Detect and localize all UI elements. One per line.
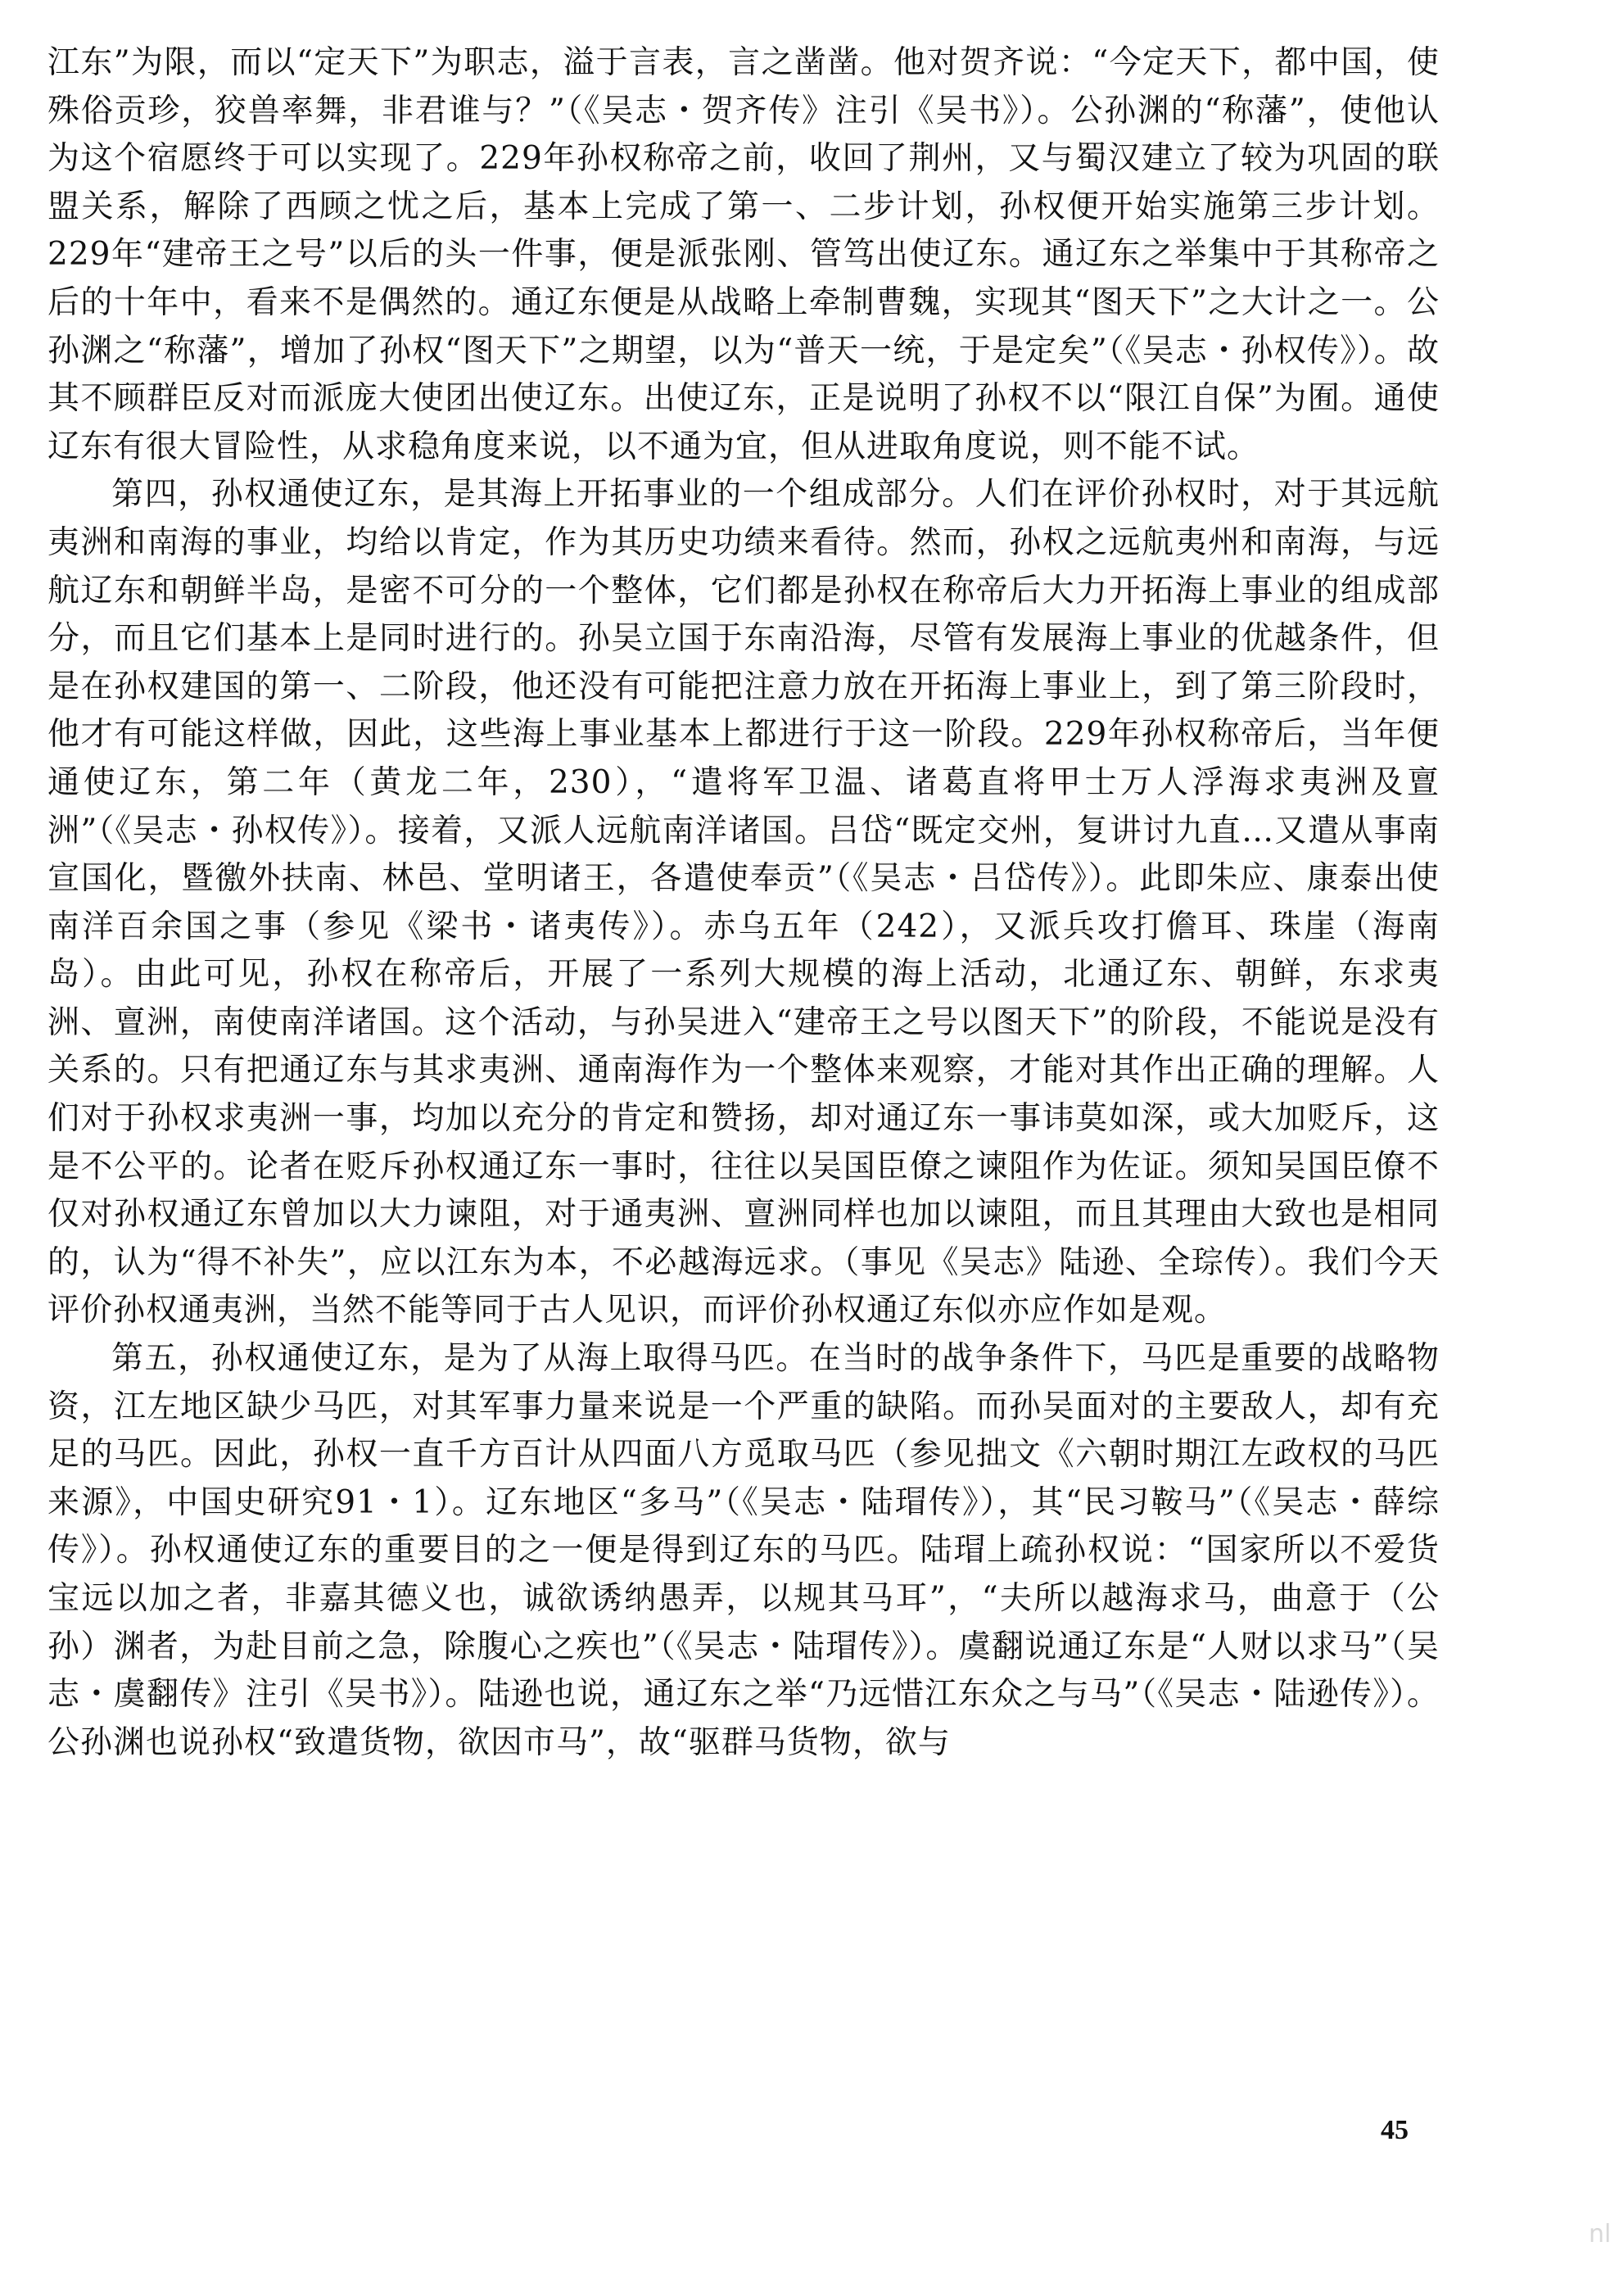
corner-watermark: nl: [1589, 2220, 1612, 2248]
body-text: [47, 39, 1440, 1767]
page-number: 45: [1381, 2115, 1409, 2145]
paragraph-point-four: 第四，孙权通使辽东，是其海上开拓事业的一个组成部分。人们在评价孙权时，对于其远航夷洲和南海的事业，均给以肯定，作为其历史功绩来看待。然而，孙权之远航夷州和南海，与远航辽东和朝鲜半岛，是密不可分的一个整体，它们都是孙权在称帝后大力开拓海上事业的组成部分，而且它们基本上是同时进行的。孙吴立国于东南沿海，尽管有发展海上事业的优越条件，但是在孙权建国的第一、二阶段，他还没有可能把注意力放在开拓海上事业上，到了第三阶段时，他才有可能这样做，因此，这些海上事业基本上都进行于这一阶段。229年孙权称帝后，当年便通使辽东，第二年（黄龙二年，230），“遣将军卫温、诸葛直将甲士万人浮海求夷洲及亶洲”（《吴志・孙权传》）。接着，又派人远航南洋诸国。吕岱“既定交州，复讲讨九直…又遣从事南宣国化，暨徼外扶南、林邑、堂明诸王，各遣使奉贡”（《吴志・吕岱传》）。此即朱应、康泰出使南洋百余国之事（参见《梁书・诸夷传》）。赤乌五年（242），又派兵攻打儋耳、珠崖（海南岛）。由此可见，孙权在称帝后，开展了一系列大规模的海上活动，北通辽东、朝鲜，东求夷洲、亶洲，南使南洋诸国。这个活动，与孙吴进入“建帝王之号以图天下”的阶段，不能说是没有关系的。只有把通辽东与其求夷洲、通南海作为一个整体来观察，才能对其作出正确的理解。人们对于孙权求夷洲一事，均加以充分的肯定和赞扬，却对通辽东一事讳莫如深，或大加贬斥，这是不公平的。论者在贬斥孙权通辽东一事时，往往以吴国臣僚之谏阻作为佐证。须知吴国臣僚不仅对孙权通辽东曾加以大力谏阻，对于通夷洲、亶洲同样也加以谏阻，而且其理由大致也是相同的，认为“得不补失”，应以江东为本，不必越海远求。（事见《吴志》陆逊、全琮传）。我们今天评价孙权通夷洲，当然不能等同于古人见识，而评价孙权通辽东似亦应作如是观。: [47, 476, 1440, 1329]
paragraph-continuation: 江东”为限，而以“定天下”为职志，溢于言表，言之凿凿。他对贺齐说：“今定天下，都中国，使殊俗贡珍，狡兽率舞，非君谁与？”（《吴志・贺齐传》注引《吴书》）。公孙渊的“称藩”，使他认为这个宿愿终于可以实现了。229年孙权称帝之前，收回了荆州，又与蜀汉建立了较为巩固的联盟关系，解除了西顾之忧之后，基本上完成了第一、二步计划，孙权便开始实施第三步计划。229年“建帝王之号”以后的头一件事，便是派张刚、管笃出使辽东。通辽东之举集中于其称帝之后的十年中，看来不是偶然的。通辽东便是从战略上牵制曹魏，实现其“图天下”之大计之一。公孙渊之“称藩”，增加了孙权“图天下”之期望，以为“普天一统，于是定矣”（《吴志・孙权传》）。故其不顾群臣反对而派庞大使团出使辽东。出使辽东，正是说明了孙权不以“限江自保”为囿。通使辽东有很大冒险性，从求稳角度来说，以不通为宜，但从进取角度说，则不能不试。: [47, 44, 1440, 465]
paragraph-point-five: 第五，孙权通使辽东，是为了从海上取得马匹。在当时的战争条件下，马匹是重要的战略物资，江左地区缺少马匹，对其军事力量来说是一个严重的缺陷。而孙吴面对的主要敌人，却有充足的马匹。因此，孙权一直千方百计从四面八方觅取马匹（参见拙文《六朝时期江左政权的马匹来源》，中国史研究91・1）。辽东地区“多马”（《吴志・陆瑁传》），其“民习鞍马”（《吴志・薛综传》）。孙权通使辽东的重要目的之一便是得到辽东的马匹。陆瑁上疏孙权说：“国家所以不爱货宝远以加之者，非嘉其德义也，诚欲诱纳愚弄，以规其马耳”，“夫所以越海求马，曲意于（公孙）渊者，为赴目前之急，除腹心之疾也”（《吴志・陆瑁传》）。虞翻说通辽东是“人财以求马”（吴志・虞翻传》注引《吴书》）。陆逊也说，通辽东之举“乃远惜江东众之与马”（《吴志・陆逊传》）。公孙渊也说孙权“致遣货物，欲因市马”，故“驱群马货物，欲与: [47, 1340, 1440, 1761]
